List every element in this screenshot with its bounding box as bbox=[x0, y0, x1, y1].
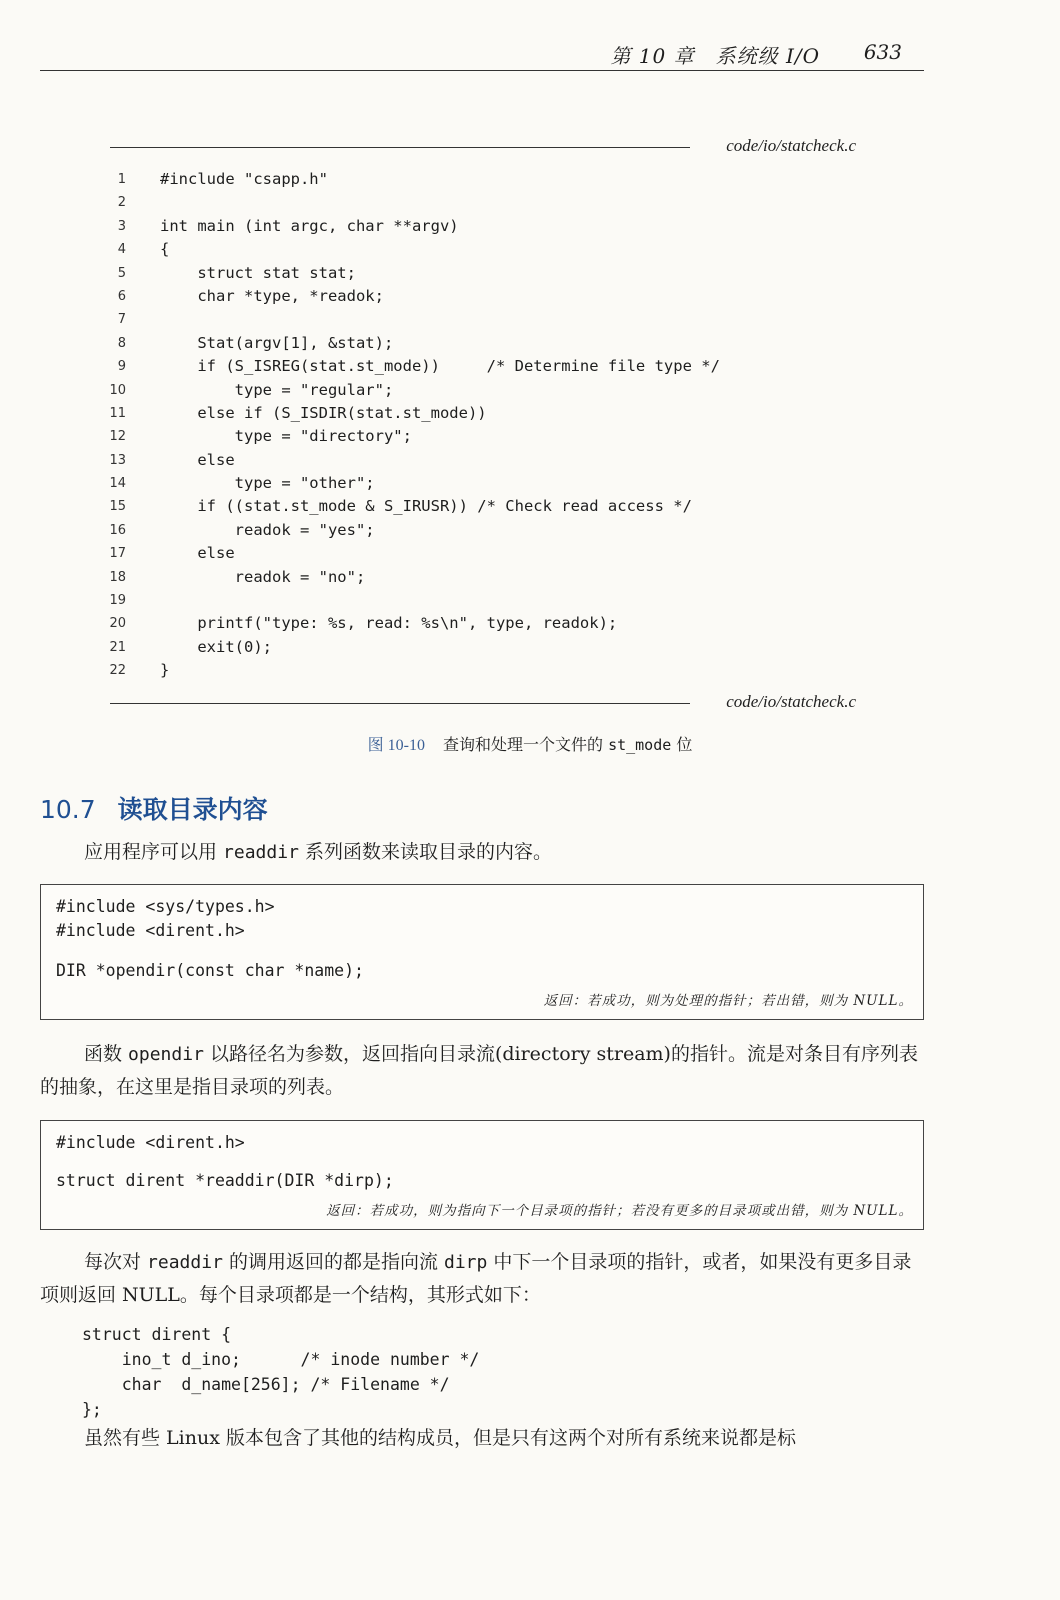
code-line: ino_t d_ino; /* inode number */ bbox=[82, 1350, 480, 1369]
code-text: Stat(argv[1], &stat); bbox=[160, 333, 394, 352]
line-number: 11 bbox=[109, 405, 126, 421]
code-line: struct dirent { bbox=[82, 1325, 232, 1344]
code-text: readok = "no"; bbox=[160, 567, 366, 586]
figure-title-mono: st_mode bbox=[608, 736, 672, 754]
code-text: if ((stat.st_mode & S_IRUSR)) /* Check read access */ bbox=[160, 497, 692, 516]
line-number: 1 bbox=[117, 172, 126, 187]
code-text: else bbox=[160, 544, 235, 563]
code-text: #include "csapp.h" bbox=[160, 170, 328, 188]
code-text: struct stat stat; bbox=[160, 263, 356, 282]
line-number: 22 bbox=[109, 663, 126, 679]
code-path-bottom bbox=[110, 692, 856, 714]
code-listing-row bbox=[100, 215, 860, 238]
code-listing-row bbox=[100, 191, 860, 214]
line-number: 21 bbox=[109, 639, 126, 655]
paragraph-1 bbox=[40, 836, 926, 869]
code-path-label: code/io/statcheck.c bbox=[726, 136, 856, 155]
code-line: }; bbox=[82, 1400, 102, 1419]
code-listing-row bbox=[100, 659, 860, 682]
code-text: int main (int argc, char **argv) bbox=[160, 216, 459, 235]
code-term: readdir bbox=[147, 1252, 223, 1273]
code-listing-row bbox=[100, 238, 860, 261]
return-note: 返回：若成功，则为指向下一个目录项的指针；若没有更多的目录项或出错，则为 NULL。 bbox=[326, 1203, 913, 1219]
line-number: 19 bbox=[109, 593, 126, 609]
code-line: #include <dirent.h> bbox=[56, 921, 245, 940]
code-listing-row bbox=[100, 519, 860, 542]
line-number: 13 bbox=[109, 452, 126, 468]
figure-title-post: 位 bbox=[671, 735, 693, 754]
code-path-top bbox=[110, 136, 856, 158]
text: 中下一个目录项的指针，或者，如果没有更多目录项则返回 NULL。每个目录项都是一个结构，其形式如下： bbox=[40, 1251, 912, 1306]
line-number: 10 bbox=[109, 382, 126, 398]
text: 虽然有些 Linux 版本包含了其他的结构成员，但是只有这两个对所有系统来说都是标 bbox=[84, 1427, 796, 1449]
code-listing bbox=[100, 168, 860, 683]
function-prototype-box-1 bbox=[40, 884, 924, 1020]
line-number: 17 bbox=[109, 546, 126, 562]
code-term: readdir bbox=[223, 842, 299, 863]
text: 应用程序可以用 bbox=[84, 841, 224, 863]
code-path-label: code/io/statcheck.c bbox=[726, 692, 856, 711]
line-number: 6 bbox=[117, 288, 126, 304]
line-number: 5 bbox=[117, 265, 126, 281]
section-heading bbox=[40, 790, 268, 826]
paragraph-2 bbox=[40, 1038, 926, 1104]
code-listing-row bbox=[100, 308, 860, 331]
code-listing-row bbox=[100, 612, 860, 635]
line-number: 9 bbox=[117, 359, 126, 375]
page-header bbox=[40, 38, 924, 71]
code-text: type = "other"; bbox=[160, 474, 375, 493]
code-term: opendir bbox=[128, 1044, 204, 1065]
function-prototype-box-2 bbox=[40, 1120, 924, 1230]
paragraph-3 bbox=[40, 1246, 926, 1312]
code-text: if (S_ISREG(stat.st_mode)) /* Determine file type */ bbox=[160, 357, 720, 376]
chapter-title: 第 10 章 系统级 I/O bbox=[610, 44, 820, 68]
code-listing-row bbox=[100, 449, 860, 472]
line-number: 16 bbox=[109, 522, 126, 538]
code-text: printf("type: %s, read: %s\n", type, readok); bbox=[160, 614, 618, 633]
code-text: type = "directory"; bbox=[160, 427, 412, 446]
code-text: else bbox=[160, 450, 235, 469]
figure-caption bbox=[0, 732, 1060, 755]
text: 的调用返回的都是指向流 bbox=[222, 1251, 444, 1273]
code-listing-row bbox=[100, 332, 860, 355]
rule bbox=[110, 703, 690, 704]
code-line: struct dirent *readdir(DIR *dirp); bbox=[56, 1171, 394, 1190]
code-text: exit(0); bbox=[160, 637, 272, 656]
struct-dirent-code bbox=[82, 1322, 479, 1422]
code-listing-row bbox=[100, 589, 860, 612]
code-listing-row bbox=[100, 402, 860, 425]
line-number: 14 bbox=[109, 476, 126, 492]
code-text: { bbox=[160, 240, 170, 259]
code-text: char *type, *readok; bbox=[160, 286, 384, 305]
code-listing-row bbox=[100, 472, 860, 495]
figure-label: 图 10-10 bbox=[367, 737, 425, 754]
code-line: #include <dirent.h> bbox=[56, 1133, 245, 1152]
page-number: 633 bbox=[863, 40, 902, 64]
code-listing-row bbox=[100, 379, 860, 402]
line-number: 15 bbox=[109, 499, 126, 515]
code-listing-row bbox=[100, 495, 860, 518]
code-listing-row bbox=[100, 542, 860, 565]
code-line: DIR *opendir(const char *name); bbox=[56, 961, 364, 980]
code-listing-row bbox=[100, 262, 860, 285]
text: 每次对 bbox=[84, 1251, 148, 1273]
figure-title-pre: 查询和处理一个文件的 bbox=[442, 735, 609, 754]
code-text: readok = "yes"; bbox=[160, 520, 375, 539]
line-number: 8 bbox=[117, 335, 126, 351]
text: 系列函数来读取目录的内容。 bbox=[298, 841, 552, 863]
line-number: 2 bbox=[117, 195, 126, 211]
return-note: 返回：若成功，则为处理的指针；若出错，则为 NULL。 bbox=[543, 993, 913, 1009]
rule bbox=[110, 147, 690, 148]
code-line: #include <sys/types.h> bbox=[56, 897, 275, 916]
section-number: 10.7 bbox=[40, 795, 96, 824]
code-listing-row bbox=[100, 425, 860, 448]
code-listing-row bbox=[100, 636, 860, 659]
code-text: } bbox=[160, 661, 170, 680]
code-text: type = "regular"; bbox=[160, 380, 394, 399]
line-number: 12 bbox=[109, 429, 126, 445]
code-listing-row bbox=[100, 355, 860, 378]
section-title: 读取目录内容 bbox=[117, 795, 268, 824]
code-listing-row bbox=[100, 168, 860, 191]
line-number: 7 bbox=[117, 312, 126, 328]
line-number: 4 bbox=[117, 242, 126, 258]
code-term: dirp bbox=[444, 1252, 488, 1273]
text: 以路径名为参数，返回指向目录流(directory stream)的指针。流是对条目有序列表的抽象，在这里是指目录项的列表。 bbox=[40, 1043, 918, 1098]
paragraph-4 bbox=[40, 1422, 926, 1455]
code-text: else if (S_ISDIR(stat.st_mode)) bbox=[160, 403, 487, 422]
code-listing-row bbox=[100, 285, 860, 308]
line-number: 20 bbox=[109, 616, 126, 632]
line-number: 18 bbox=[109, 569, 126, 585]
line-number: 3 bbox=[117, 218, 126, 234]
code-line: char d_name[256]; /* Filename */ bbox=[82, 1375, 450, 1394]
code-listing-row bbox=[100, 566, 860, 589]
text: 函数 bbox=[84, 1043, 129, 1065]
